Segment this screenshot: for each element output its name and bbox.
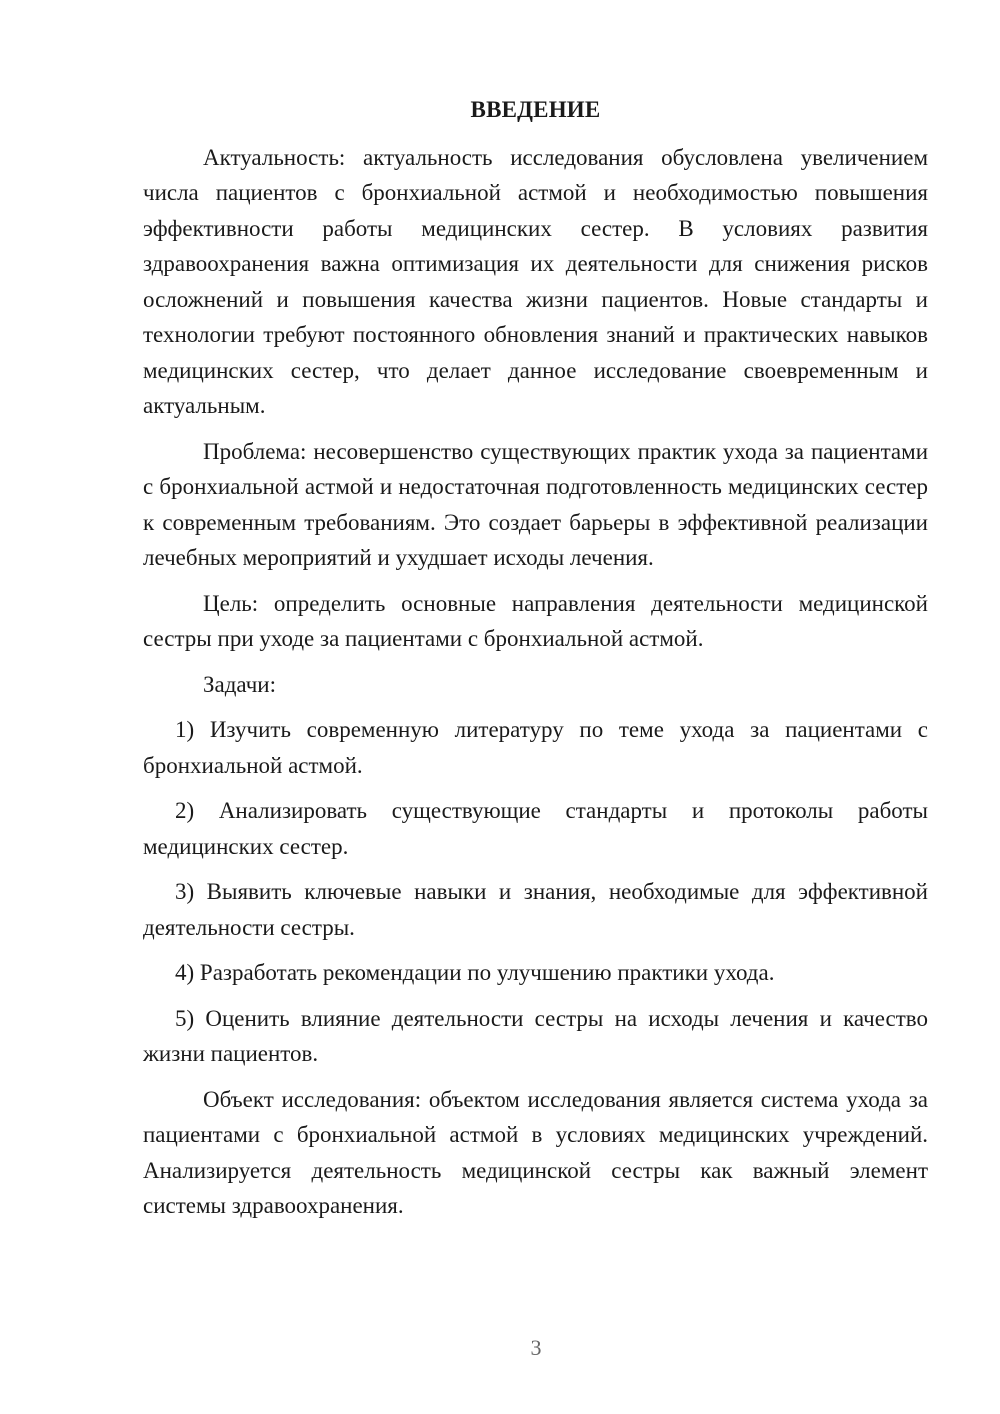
object-paragraph: Объект исследования: объектом исследования является система ухода за пациентами с бронхиальной астмой в условиях медицинских учреждений. Анализируется деятельность медицинской сестры как важный элемент системы здравоохранения. — [143, 1086, 928, 1218]
task-item-1: 1) Изучить современную литературу по теме ухода за пациентами с бронхиальной астмой. — [143, 717, 928, 778]
problem-paragraph: Проблема: несовершенство существующих практик ухода за пациентами с бронхиальной астмой и недостаточная подготовленность медицинских сестер к современным требованиям. Это создает барьеры в эффективной реализации лечебных мероприятий и ухудшает исходы лечения. — [143, 438, 928, 570]
section-title: ВВЕДЕНИЕ — [470, 97, 601, 122]
relevance-paragraph: Актуальность: актуальность исследования обусловлена увеличением числа пациентов с бронхиальной астмой и необходимостью повышения эффективности работы медицинских сестер. В условиях развития здравоохранения важна оптимизация их деятельности для снижения рисков осложнений и повышения качества жизни пациентов. Новые стандарты и технологии требуют постоянного обновления знаний и практических навыков медицинских сестер, что делает данное исследование своевременным и актуальным. — [143, 144, 928, 418]
task-item-2: 2) Анализировать существующие стандарты и протоколы работы медицинских сестер. — [143, 798, 928, 859]
document-page — [143, 92, 928, 1234]
task-item-5: 5) Оценить влияние деятельности сестры на исходы лечения и качество жизни пациентов. — [143, 1005, 928, 1066]
page-number: 3 — [530, 1335, 542, 1360]
task-item-3: 3) Выявить ключевые навыки и знания, необходимые для эффективной деятельности сестры. — [143, 879, 928, 940]
goal-paragraph: Цель: определить основные направления деятельности медицинской сестры при уходе за пациентами с бронхиальной астмой. — [143, 590, 928, 651]
task-item-4: 4) Разработать рекомендации по улучшению практики ухода. — [175, 960, 775, 985]
tasks-label: Задачи: — [203, 671, 276, 697]
